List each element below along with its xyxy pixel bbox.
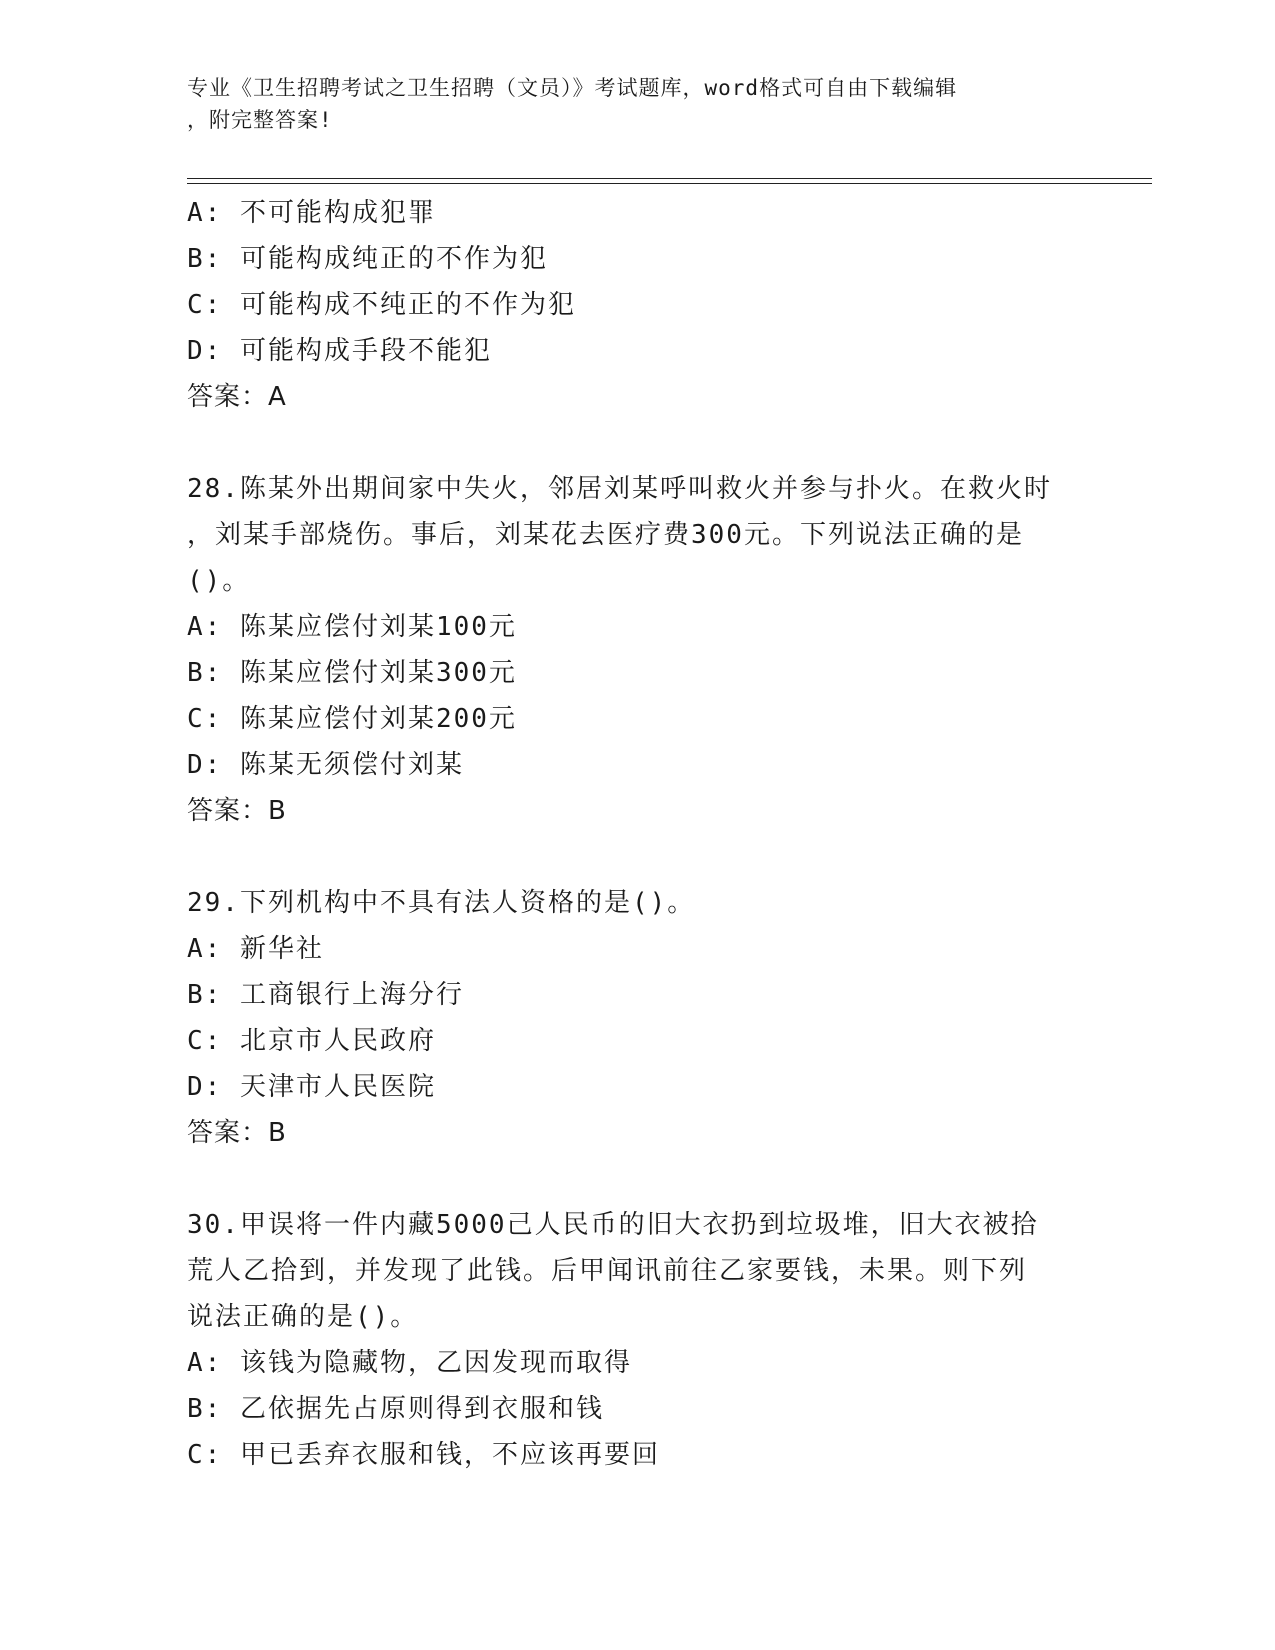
question-list (187, 190, 1087, 1478)
option-c: C: 可能构成不纯正的不作为犯 (187, 290, 576, 320)
document-header (187, 72, 1067, 136)
header-divider-bottom (187, 183, 1152, 184)
option-d: D: 可能构成手段不能犯 (187, 336, 492, 366)
option-a: A: 该钱为隐藏物，乙因发现而取得 (187, 1348, 632, 1378)
question-text-line: 荒人乙拾到，并发现了此钱。后甲闻讯前往乙家要钱，未果。则下列 (187, 1256, 1028, 1286)
option-b: B: 乙依据先占原则得到衣服和钱 (187, 1394, 604, 1424)
header-line-1: 专业《卫生招聘考试之卫生招聘（文员）》考试题库，word格式可自由下载编辑 (187, 76, 958, 100)
question-text-line: 28.陈某外出期间家中失火，邻居刘某呼叫救火并参与扑火。在救火时 (187, 474, 1052, 504)
header-line-2: ，附完整答案! (187, 108, 333, 132)
option-c: C: 陈某应偿付刘某200元 (187, 704, 517, 734)
option-d: D: 天津市人民医院 (187, 1072, 436, 1102)
option-d: D: 陈某无须偿付刘某 (187, 750, 464, 780)
question-text (187, 466, 1087, 604)
question-text-line: 30.甲误将一件内藏5000己人民币的旧大衣扔到垃圾堆，旧大衣被拾 (187, 1210, 1039, 1240)
question-text (187, 1202, 1087, 1340)
option-b: B: 陈某应偿付刘某300元 (187, 658, 517, 688)
header-divider-top (187, 178, 1152, 179)
question-text-line: 29.下列机构中不具有法人资格的是()。 (187, 888, 696, 918)
question-text-line: ()。 (187, 566, 251, 596)
question-29 (187, 880, 1087, 1156)
option-b: B: 工商银行上海分行 (187, 980, 464, 1010)
option-a: A: 陈某应偿付刘某100元 (187, 612, 517, 642)
answer: 答案：A (187, 382, 287, 412)
question-27 (187, 190, 1087, 420)
question-30 (187, 1202, 1087, 1478)
option-b: B: 可能构成纯正的不作为犯 (187, 244, 548, 274)
question-28 (187, 466, 1087, 834)
question-text (187, 880, 1087, 926)
option-c: C: 北京市人民政府 (187, 1026, 436, 1056)
question-text-line: 说法正确的是()。 (187, 1302, 419, 1332)
answer: 答案：B (187, 796, 287, 826)
option-a: A: 新华社 (187, 934, 324, 964)
answer: 答案：B (187, 1118, 287, 1148)
option-c: C: 甲已丢弃衣服和钱，不应该再要回 (187, 1440, 660, 1470)
question-text-line: ，刘某手部烧伤。事后，刘某花去医疗费300元。下列说法正确的是 (187, 520, 1024, 550)
option-a: A: 不可能构成犯罪 (187, 198, 436, 228)
